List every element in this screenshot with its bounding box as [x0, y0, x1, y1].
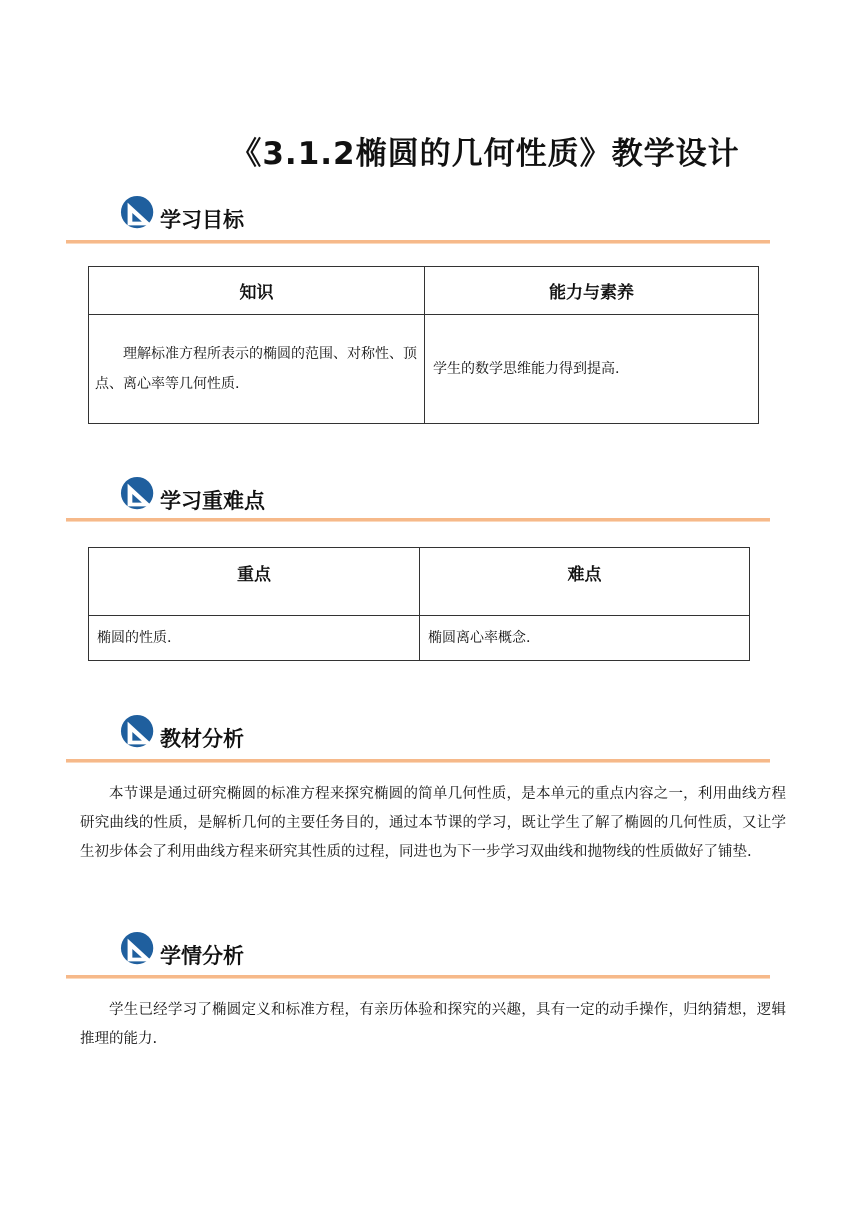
goals-table	[88, 266, 759, 424]
set-square-icon	[120, 476, 158, 514]
material-paragraph: 本节课是通过研究椭圆的标准方程来探究椭圆的简单几何性质，是本单元的重点内容之一，利用曲线方程研究曲线的性质，是解析几何的主要任务目的，通过本节课的学习，既让学生了解了椭圆的几何性质，又让学生初步体会了利用曲线方程来研究其性质的过程，同进也为下一步学习双曲线和抛物线的性质做好了铺垫.	[80, 786, 786, 860]
keypoints-cell-focus: 椭圆的性质.	[89, 616, 420, 661]
goals-cell-knowledge: 理解标准方程所表示的椭圆的范围、对称性、顶点、离心率等几何性质.	[89, 315, 425, 424]
goals-header-ability: 能力与素养	[425, 267, 759, 315]
section-goals-title: 学习目标	[160, 208, 244, 232]
goals-header-knowledge: 知识	[89, 267, 425, 315]
keypoints-header-difficulty: 难点	[420, 548, 750, 616]
keypoints-table	[88, 547, 750, 661]
page-title: 《3.1.2椭圆的几何性质》教学设计	[230, 136, 740, 172]
section-material-title: 教材分析	[160, 727, 244, 751]
keypoints-header-focus: 重点	[89, 548, 420, 616]
keypoints-cell-difficulty: 椭圆离心率概念.	[420, 616, 750, 661]
section-keypoints-heading	[120, 478, 265, 514]
section-students-title: 学情分析	[160, 944, 244, 968]
section-students-heading	[120, 933, 244, 969]
section-goals-heading	[120, 197, 244, 233]
section-divider	[66, 518, 770, 522]
students-paragraph: 学生已经学习了椭圆定义和标准方程，有亲历体验和探究的兴趣，具有一定的动手操作，归纳猜想，逻辑推理的能力.	[80, 1002, 786, 1047]
set-square-icon	[120, 195, 158, 233]
section-keypoints-title: 学习重难点	[160, 489, 265, 513]
section-material-heading	[120, 716, 244, 752]
section-divider	[66, 759, 770, 763]
goals-cell-ability: 学生的数学思维能力得到提高.	[425, 315, 759, 424]
section-divider	[66, 240, 770, 244]
set-square-icon	[120, 714, 158, 752]
section-divider	[66, 975, 770, 979]
set-square-icon	[120, 931, 158, 969]
